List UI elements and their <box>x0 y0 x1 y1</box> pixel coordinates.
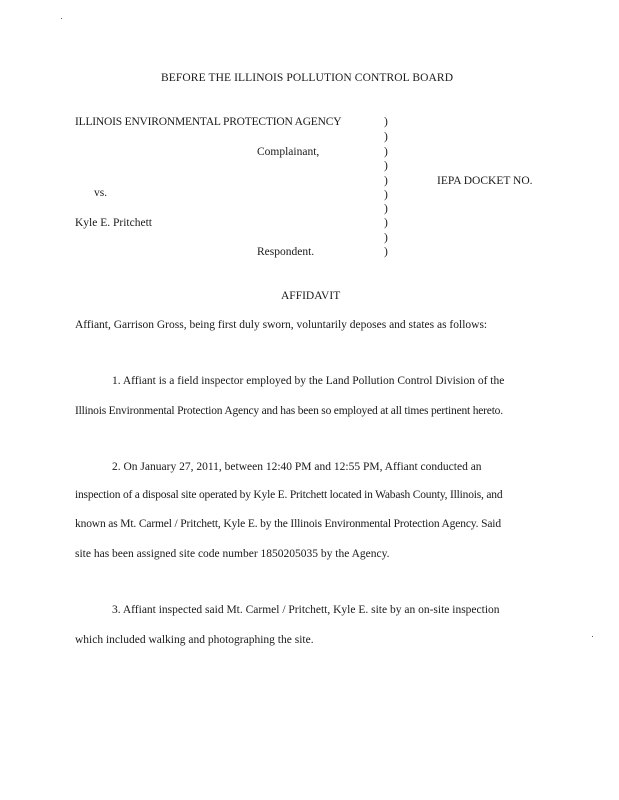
paragraph-line: 3. Affiant inspected said Mt. Carmel / Pritchett, Kyle E. site by an on-site inspection <box>112 604 500 616</box>
affiant-intro: Affiant, Garrison Gross, being first duly sworn, voluntarily deposes and states as follows: <box>75 319 488 331</box>
paragraph-line: which included walking and photographing the site. <box>75 634 314 646</box>
complainant-role: Complainant, <box>257 146 320 158</box>
caption-paren: ) <box>384 217 388 229</box>
paragraph-line: 1. Affiant is a field inspector employed by the Land Pollution Control Division of the <box>112 375 505 387</box>
document-title: AFFIDAVIT <box>281 290 341 302</box>
respondent-name: Kyle E. Pritchett <box>75 217 152 229</box>
docket-number-label: IEPA DOCKET NO. <box>437 175 533 187</box>
paragraph-line: site has been assigned site code number 1850205035 by the Agency. <box>75 548 390 560</box>
caption-paren: ) <box>384 246 388 258</box>
paragraph-line: Illinois Environmental Protection Agency and has been so employed at all times pertinent hereto. <box>75 405 503 417</box>
versus-label: vs. <box>94 187 108 199</box>
caption-paren: ) <box>384 116 388 128</box>
board-heading: BEFORE THE ILLINOIS POLLUTION CONTROL BOARD <box>161 72 454 84</box>
paragraph-line: 2. On January 27, 2011, between 12:40 PM and 12:55 PM, Affiant conducted an <box>112 461 482 473</box>
caption-paren: ) <box>384 232 388 244</box>
complainant-name: ILLINOIS ENVIRONMENTAL PROTECTION AGENCY <box>75 116 342 128</box>
scan-speck <box>61 18 62 19</box>
paragraph-line: known as Mt. Carmel / Pritchett, Kyle E. by the Illinois Environmental Protection Agency. Said <box>75 518 501 530</box>
respondent-role: Respondent. <box>257 246 315 258</box>
caption-paren: ) <box>384 175 388 187</box>
caption-paren: ) <box>384 189 388 201</box>
paragraph-line: inspection of a disposal site operated by Kyle E. Pritchett located in Wabash County, Illinois, and <box>75 489 503 501</box>
scan-speck <box>592 636 593 637</box>
caption-paren: ) <box>384 160 388 172</box>
caption-paren: ) <box>384 146 388 158</box>
caption-paren: ) <box>384 131 388 143</box>
caption-paren: ) <box>384 203 388 215</box>
